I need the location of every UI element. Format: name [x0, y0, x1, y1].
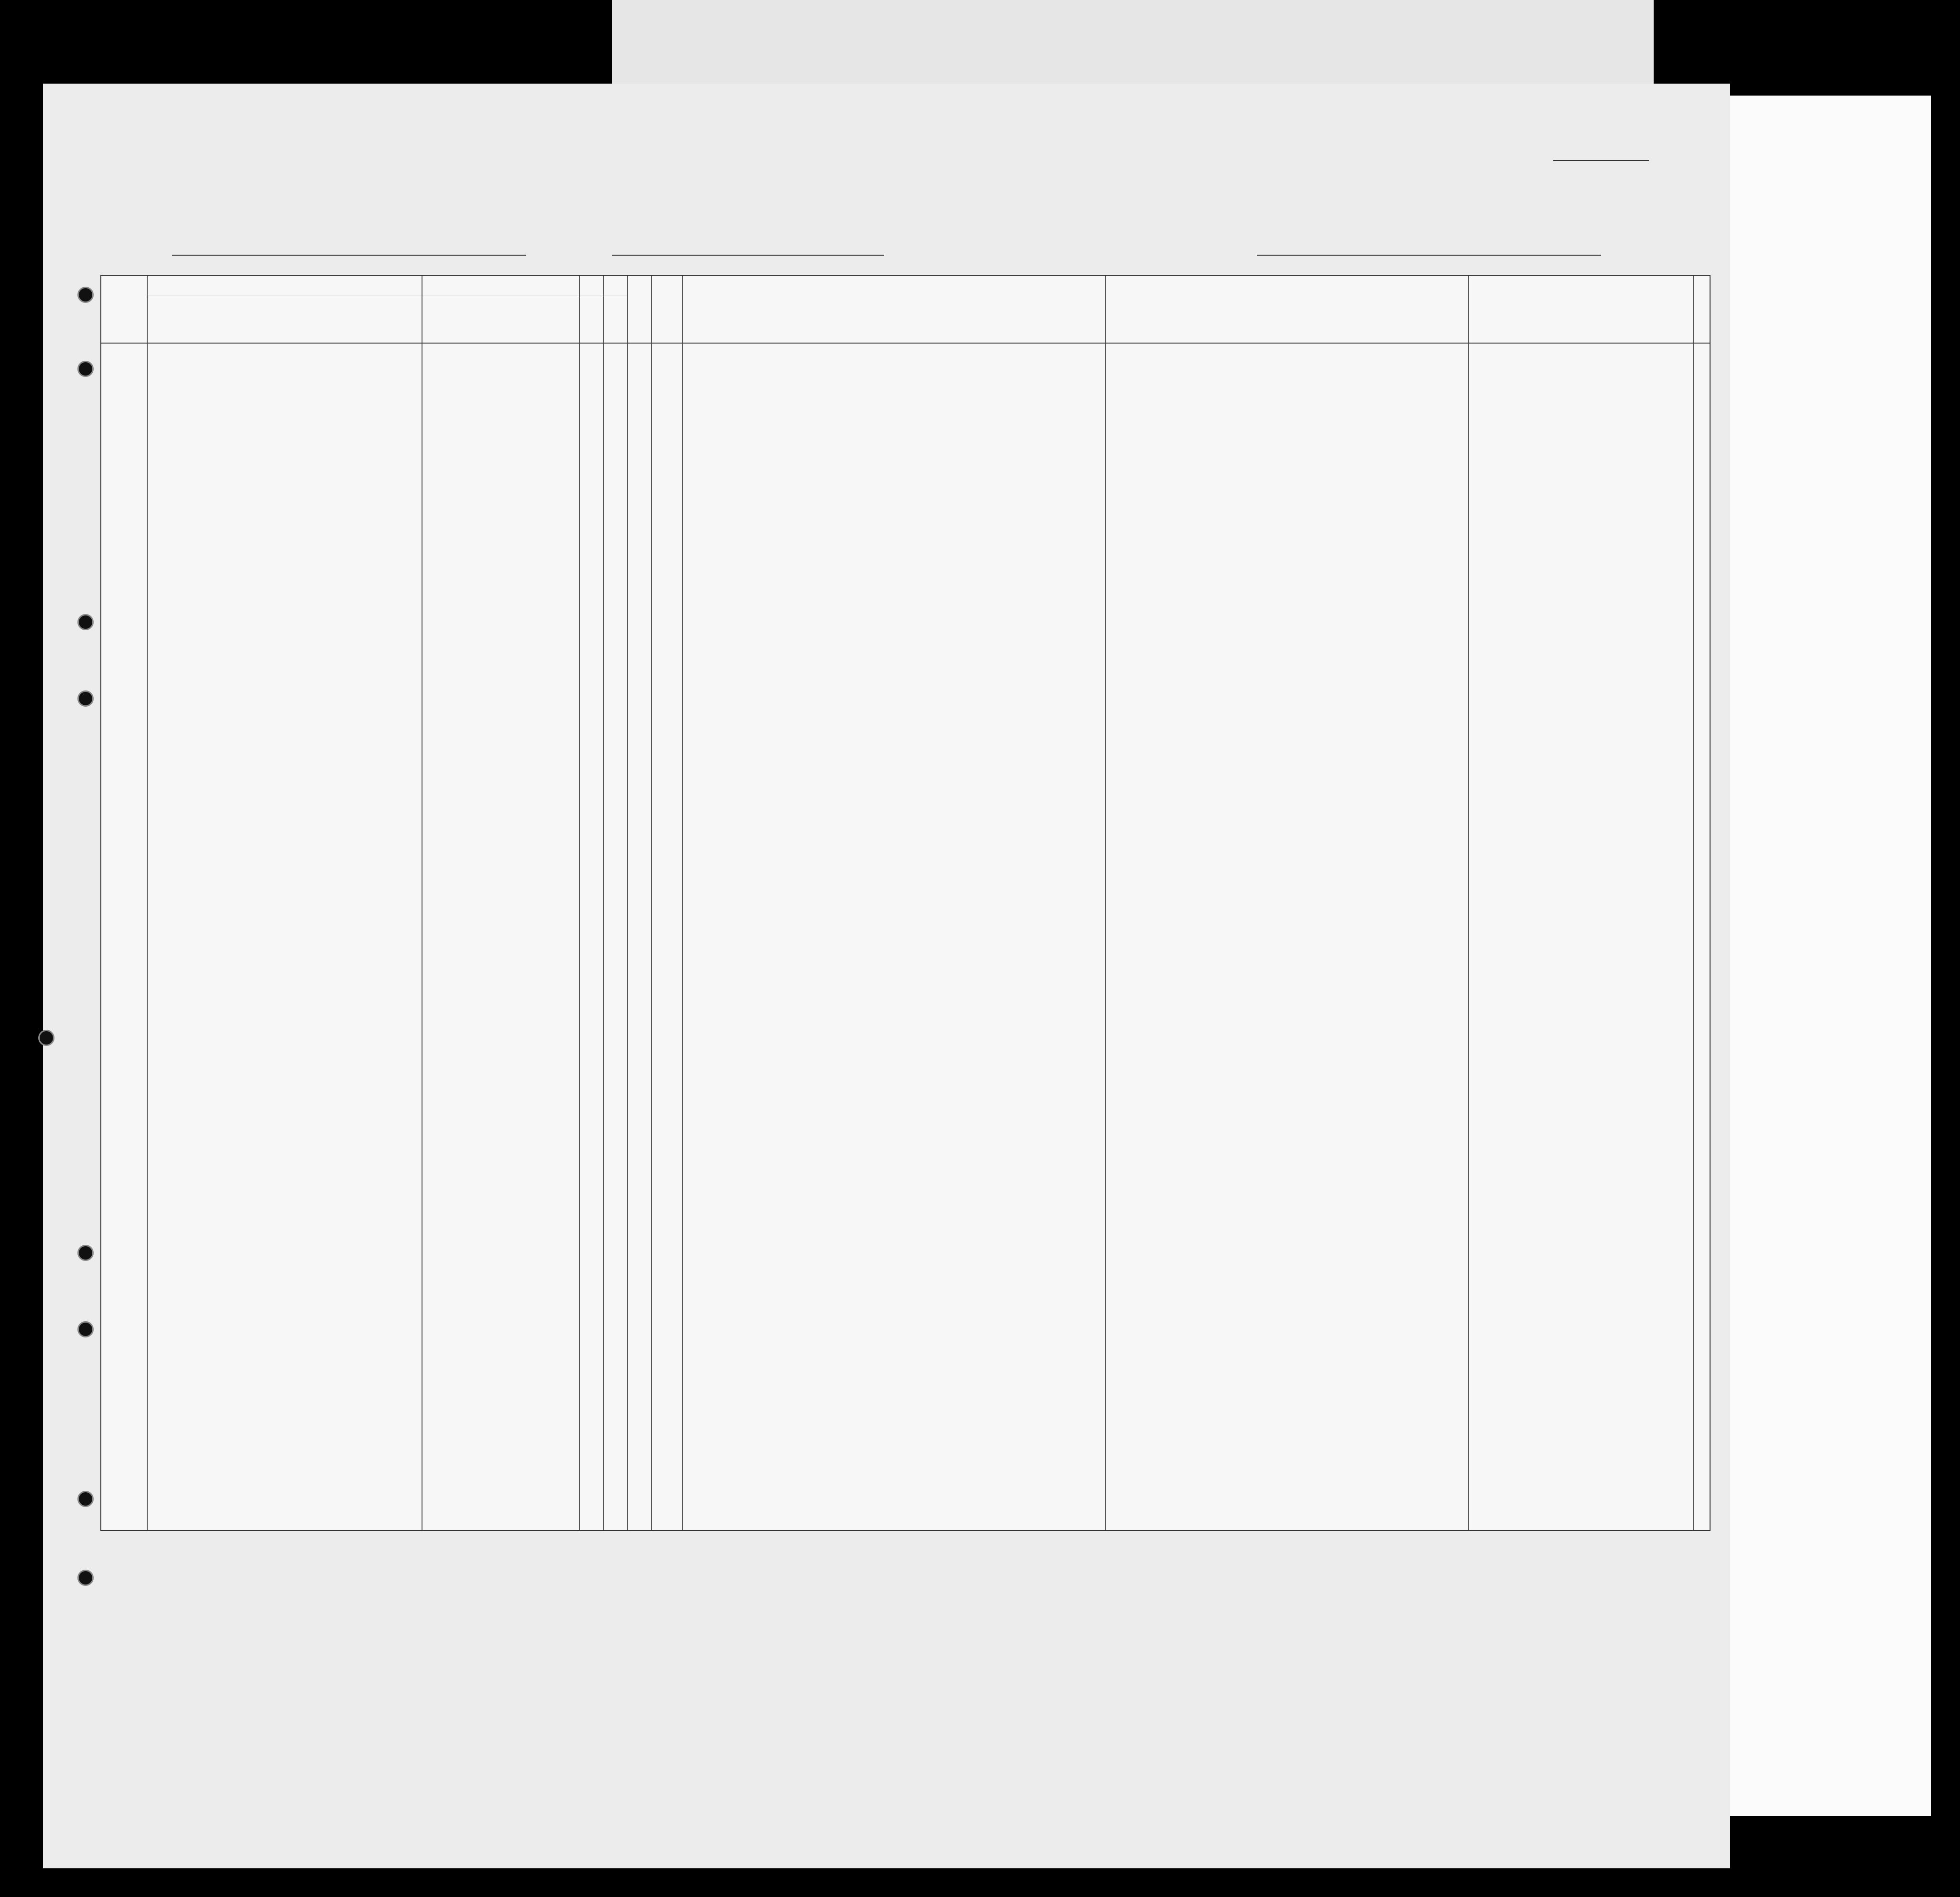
- punch-hole: [77, 690, 94, 707]
- punch-hole: [77, 1570, 94, 1586]
- punch-hole: [77, 1491, 94, 1507]
- passenger-table: [100, 275, 1711, 1531]
- punch-hole: [38, 1030, 54, 1046]
- punch-hole: [77, 1245, 94, 1261]
- punch-hole: [77, 361, 94, 377]
- punch-hole: [77, 287, 94, 303]
- punch-hole: [77, 1321, 94, 1337]
- punch-hole: [77, 614, 94, 630]
- side-page: [1721, 96, 1931, 1816]
- manifest-page: [43, 84, 1730, 1868]
- underlying-sheet: [612, 0, 1654, 91]
